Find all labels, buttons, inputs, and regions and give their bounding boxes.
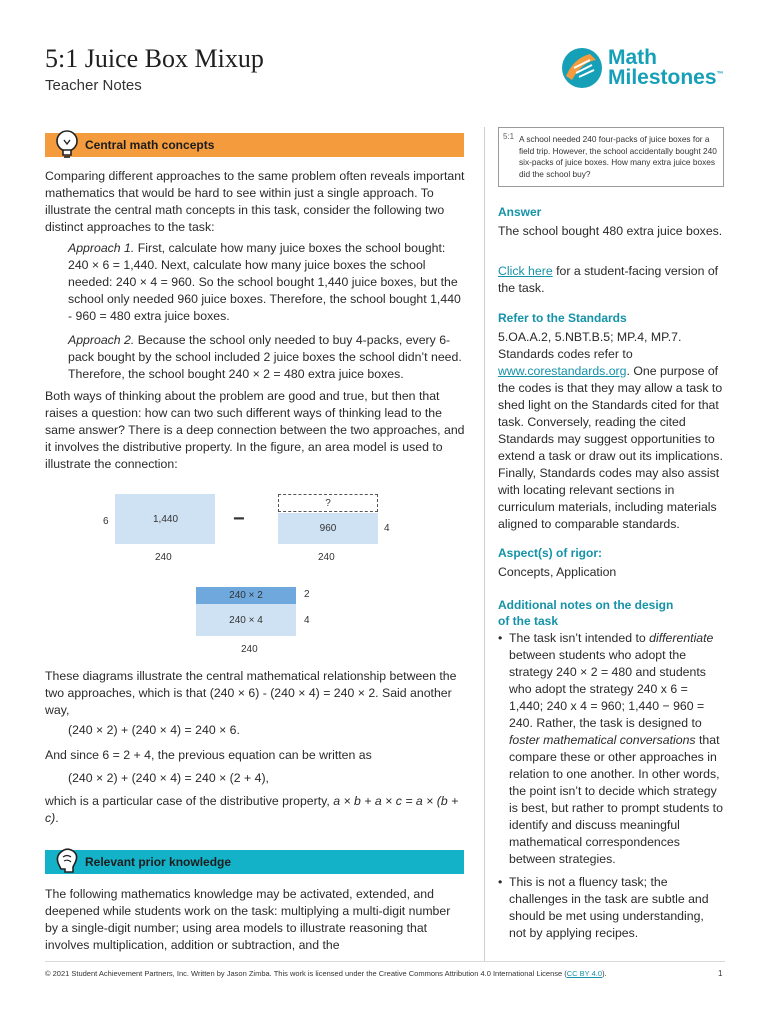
corestandards-link[interactable]: www.corestandards.org — [498, 364, 627, 378]
brain-icon — [53, 845, 81, 877]
page-title: 5:1 Juice Box Mixup — [45, 44, 264, 73]
prior-knowledge-heading: Relevant prior knowledge — [85, 855, 232, 869]
task-text: A school needed 240 four-packs of juice boxes for a field trip. However, the school accidentally bought 240 six-packs of juice boxes. How many extra juice boxes did the school buy? — [519, 134, 717, 179]
footer-license: © 2021 Student Achievement Partners, Inc. Written by Jason Zimba. This work is licensed under the Creative Commons Attribution 4.0 International License (CC BY 4.0). — [45, 969, 607, 978]
connection-paragraph: Both ways of thinking about the problem are good and true, but then that raises a question: how can two such different ways of thinking lead to the same answer? There is a deep connection between the two approaches, and it involves the distributive property. In the figure, an area model is used to illustrate the connection: — [45, 389, 465, 471]
design-notes-heading: Additional notes on the design of the task — [498, 598, 674, 628]
approach-2-paragraph: Approach 2. Because the school only needed to buy 4-packs, every 6-pack bought by the school included 2 juice boxes the school didn’t need. Therefore, the school bought 240 × 2 = 480 extra juice boxes. — [68, 333, 462, 381]
footer-divider — [45, 961, 725, 962]
left-side-label: 6 — [103, 516, 109, 527]
equation-1: (240 × 2) + (240 × 4) = 240 × 6. — [68, 723, 240, 737]
logo-word-milestones: Milestones™ — [608, 66, 724, 89]
click-here-link[interactable]: Click here — [498, 264, 553, 278]
standards-heading: Refer to the Standards — [498, 311, 627, 325]
combined-bottom-label: 240 — [241, 644, 258, 655]
logo-word-math: Math — [608, 46, 657, 69]
left-bottom-label: 240 — [155, 552, 172, 563]
answer-text: The school bought 480 extra juice boxes. — [498, 224, 723, 238]
equation-2: (240 × 2) + (240 × 4) = 240 × (2 + 4), — [68, 771, 269, 785]
area-model-figure — [45, 480, 465, 660]
design-note-1: • The task isn’t intended to differentiate between students who adopt the strategy 240 × 2 = 480 and students who adopt the strategy 240 x 6 = 1,440; 240 x 4 = 960; 1,440 − 960 = 240. Rather, the task is designed to foster mathematical conversations that compare these or other approaches in relation to one another. In other words, the point isn’t to decide which strategy is best, but rather to prompt students to identify and discuss meaningful mathematical correspondences between strategies. — [509, 630, 724, 868]
combined-top-rectangle: 240 × 2 — [196, 587, 296, 604]
column-divider — [484, 127, 485, 962]
left-rectangle: 1,440 — [115, 494, 215, 544]
distributive-paragraph: which is a particular case of the distributive property, a × b + a × c = a × (b + c). — [45, 794, 459, 825]
page-subtitle: Teacher Notes — [45, 77, 142, 94]
student-version-text: Click here for a student-facing version of the task. — [498, 264, 719, 295]
central-concepts-heading: Central math concepts — [85, 138, 215, 152]
logo-mark-icon — [560, 46, 604, 90]
approach-1-paragraph: Approach 1. First, calculate how many juice boxes the school bought: 240 × 6 = 1,440. Next, calculate how many juice boxes the school needed: 240 × 4 = 960. So the school bought 1,440 juice boxes, but the school only needed 960 juice boxes. Therefore, the school bought 1,440 - 960 = 480 extra juice boxes. — [68, 241, 461, 323]
task-number: 5:1 — [503, 132, 515, 141]
intro-paragraph: Comparing different approaches to the same problem often reveals important mathematics that would be hard to see within just a single approach. To illustrate the central math concepts in this task, consider the following two distinct approaches to the task: — [45, 169, 465, 234]
task-statement-box — [498, 127, 724, 187]
prior-knowledge-paragraph: The following mathematics knowledge may be activated, extended, and deepened while students work on the task: multiplying a multi-digit number by a single-digit number; using area models to illustrate reasoning that involves multiplication, addition or subtraction, and the — [45, 887, 451, 952]
rigor-heading: Aspect(s) of rigor: — [498, 546, 603, 560]
combined-bottom-rectangle: 240 × 4 — [196, 604, 296, 636]
standards-text: 5.OA.A.2, 5.NBT.B.5; MP.4, MP.7. Standards codes refer to www.corestandards.org. One purpose of the codes is that they may allow a task to shed light on the Standards cited for that task. Conversely, reading the cited Standards may suggest opportunities to extend a task or draw out its implications. Finally, Standards codes may also assist with locating relevant sections in curriculum materials, including materials aligned to comparable standards. — [498, 330, 723, 531]
unknown-dashed-box: ? — [278, 494, 378, 512]
relationship-paragraph: These diagrams illustrate the central mathematical relationship between the two approaches, which is that (240 × 6) - (240 × 4) = 240 × 2. Said another way, — [45, 669, 457, 717]
cc-by-link[interactable]: CC BY 4.0 — [566, 969, 603, 978]
since-paragraph: And since 6 = 2 + 4, the previous equation can be written as — [45, 748, 372, 762]
central-concepts-banner — [45, 133, 464, 157]
right-side-label: 4 — [384, 523, 390, 534]
combined-bottom-side-label: 4 — [304, 615, 310, 626]
design-note-2: • This is not a fluency task; the challenges in the task are subtle and should be met using understanding, not by applying recipes. — [509, 874, 724, 942]
math-milestones-logo — [560, 44, 730, 92]
design-notes-list — [498, 630, 724, 948]
prior-knowledge-banner — [45, 850, 464, 874]
combined-top-side-label: 2 — [304, 589, 310, 600]
minus-sign: − — [233, 508, 245, 530]
answer-heading: Answer — [498, 205, 542, 219]
rigor-text: Concepts, Application — [498, 565, 617, 579]
right-rectangle: 960 — [278, 513, 378, 544]
right-bottom-label: 240 — [318, 552, 335, 563]
page-number: 1 — [718, 969, 723, 978]
lightbulb-icon — [53, 128, 81, 160]
